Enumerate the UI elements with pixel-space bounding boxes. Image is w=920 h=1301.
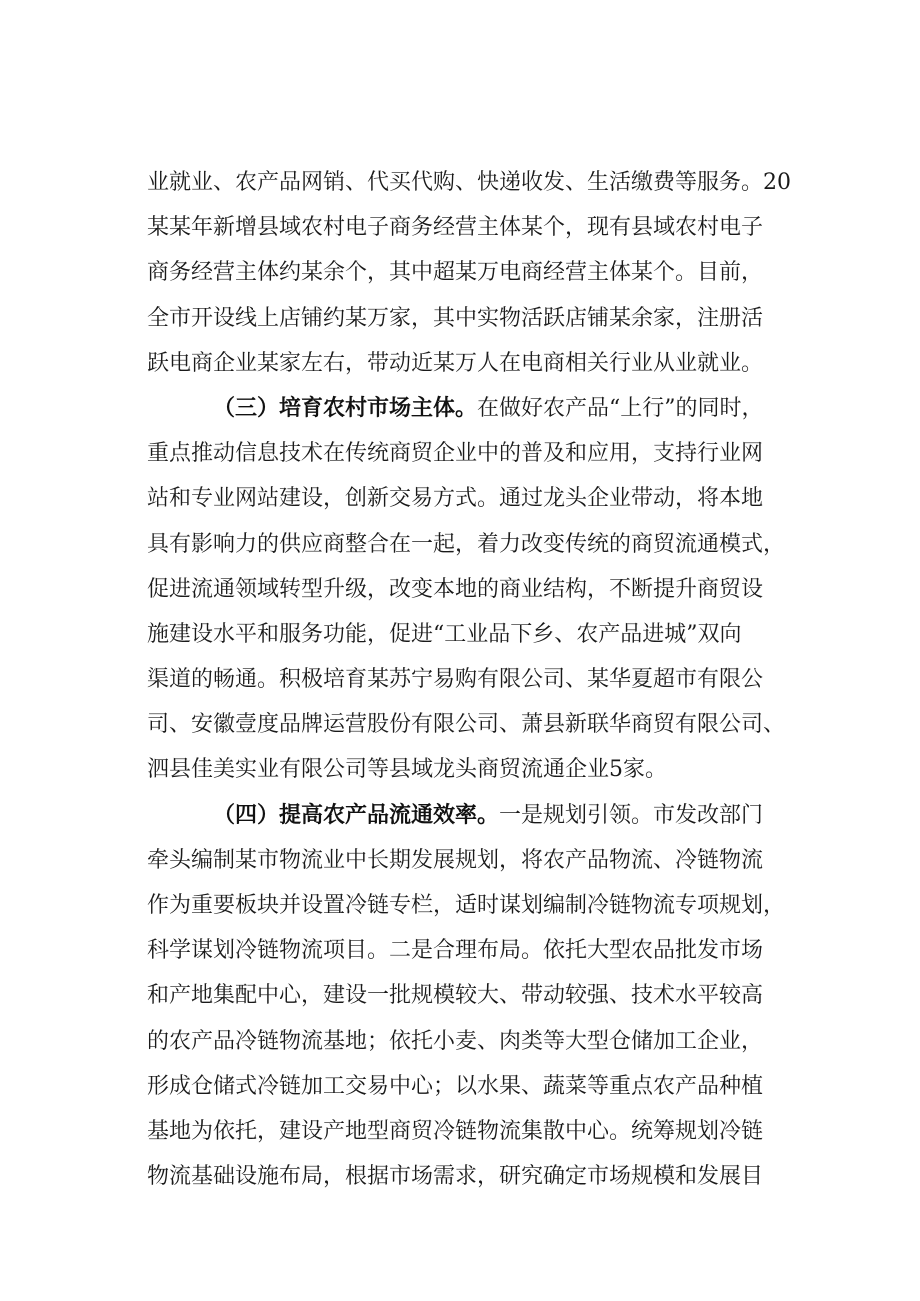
paragraph-line: 的农产品冷链物流基地；依托小麦、肉类等大型仓储加工企业， bbox=[147, 1028, 764, 1054]
paragraph-line: 作为重要板块并设置冷链专栏，适时谋划编制冷链物流专项规划， bbox=[147, 893, 786, 918]
paragraph-line: 业就业、农产品网销、代买代购、快递收发、生活缴费等服务。20 bbox=[147, 170, 791, 195]
paragraph-line: 牵头编制某市物流业中长期发展规划，将农产品物流、冷链物流 bbox=[147, 847, 764, 873]
paragraph-first-line bbox=[147, 386, 815, 431]
paragraph-market-entities bbox=[147, 386, 815, 793]
paragraph-line: 和产地集配中心，建设一批规模较大、带动较强、技术水平较高 bbox=[147, 983, 764, 1009]
paragraph-line: 全市开设线上店铺约某万家，其中实物活跃店铺某余家，注册活 bbox=[147, 305, 764, 331]
paragraph-text: 在做好农产品“上行”的同时， bbox=[477, 395, 764, 421]
paragraph-ecommerce-continuation bbox=[147, 160, 815, 386]
paragraph-line: 物流基础设施布局，根据市场需求，研究确定市场规模和发展目 bbox=[147, 1164, 764, 1190]
paragraph-line: 形成仓储式冷链加工交易中心；以水果、蔬菜等重点农产品种植 bbox=[147, 1073, 764, 1099]
paragraph-line: 司、安徽壹度品牌运营股份有限公司、萧县新联华商贸有限公司、 bbox=[147, 712, 786, 738]
paragraph-line: 跃电商企业某家左右，带动近某万人在电商相关行业从业就业。 bbox=[147, 350, 764, 376]
paragraph-line: 具有影响力的供应商整合在一起，着力改变传统的商贸流通模式， bbox=[147, 531, 786, 557]
paragraph-line: 施建设水平和服务功能，促进“工业品下乡、农产品进城”双向 bbox=[147, 621, 742, 647]
paragraph-circulation-efficiency bbox=[147, 793, 815, 1200]
section-heading-4: （四）提高农产品流通效率。 bbox=[213, 802, 500, 828]
paragraph-line: 泗县佳美实业有限公司等县域龙头商贸流通企业5家。 bbox=[147, 757, 667, 783]
paragraph-line: 基地为依托，建设产地型商贸冷链物流集散中心。统筹规划冷链 bbox=[147, 1118, 764, 1144]
section-heading-3: （三）培育农村市场主体。 bbox=[213, 395, 478, 421]
paragraph-line: 某某年新增县域农村电子商务经营主体某个，现有县域农村电子 bbox=[147, 215, 764, 241]
paragraph-line: 重点推动信息技术在传统商贸企业中的普及和应用，支持行业网 bbox=[147, 441, 764, 467]
paragraph-line: 促进流通领域转型升级，改变本地的商业结构，不断提升商贸设 bbox=[147, 576, 764, 602]
paragraph-text: 一是规划引领。市发改部门 bbox=[499, 802, 764, 828]
paragraph-line: 科学谋划冷链物流项目。二是合理布局。依托大型农品批发市场 bbox=[147, 938, 764, 964]
document-body bbox=[147, 160, 815, 1199]
paragraph-line: 渠道的畅通。积极培育某苏宁易购有限公司、某华夏超市有限公 bbox=[147, 667, 764, 693]
paragraph-line: 站和专业网站建设，创新交易方式。通过龙头企业带动，将本地 bbox=[147, 486, 764, 512]
paragraph-first-line bbox=[147, 793, 815, 838]
paragraph-line: 商务经营主体约某余个，其中超某万电商经营主体某个。目前， bbox=[147, 260, 764, 286]
